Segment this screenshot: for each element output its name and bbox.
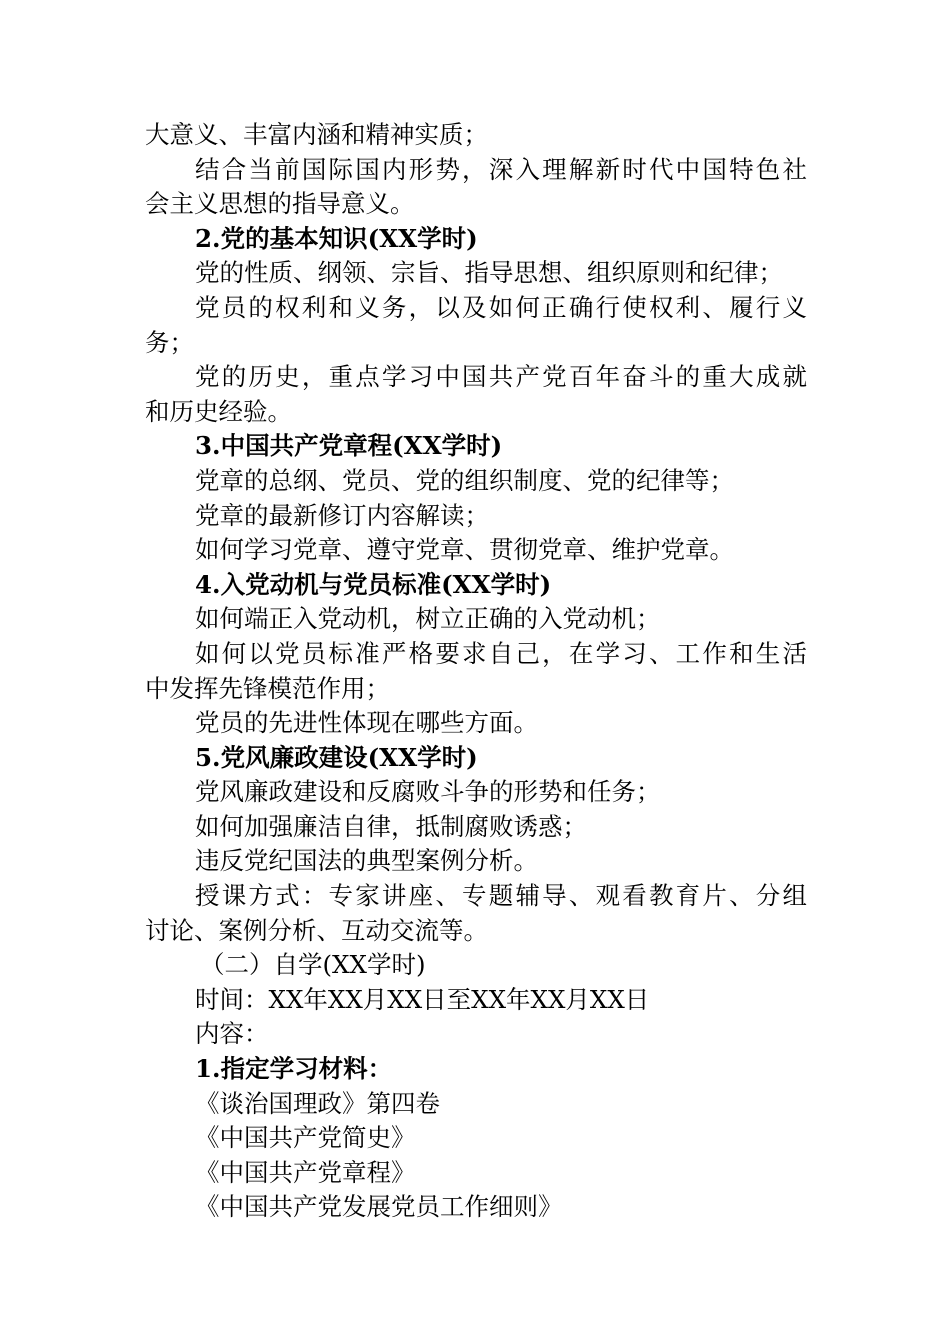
text-line: 党章的最新修订内容解读； <box>195 500 489 530</box>
text-line: 党员的权利和义务，以及如何正确行使权利、履行义 <box>195 292 807 322</box>
text-line: 《中国共产党章程》 <box>195 1157 416 1187</box>
text-line: 时间：XX年XX月XX日至XX年XX月XX日 <box>195 984 650 1014</box>
text-line: 大意义、丰富内涵和精神实质； <box>145 120 488 149</box>
text-line: 违反党纪国法的典型案例分析。 <box>195 846 538 876</box>
text-line: 党员的先进性体现在哪些方面。 <box>195 708 538 738</box>
text-line: 会主义思想的指导意义。 <box>145 189 415 219</box>
text-line: 如何端正入党动机，树立正确的入党动机； <box>195 604 661 634</box>
text-line: 中发挥先锋模范作用； <box>145 673 390 703</box>
text-line: 《谈治国理政》第四卷 <box>195 1088 440 1118</box>
text-line: 如何加强廉洁自律，抵制腐败诱惑； <box>195 811 587 841</box>
subsection-heading: （二）自学(XX学时) <box>200 950 426 980</box>
text-line: 和历史经验。 <box>145 396 292 426</box>
text-line: 党风廉政建设和反腐败斗争的形势和任务； <box>195 777 661 807</box>
section-heading: 5.党风廉政建设(XX学时) <box>195 742 478 772</box>
text-line: 授课方式：专家讲座、专题辅导、观看教育片、分组 <box>195 881 807 911</box>
text-line: 务； <box>145 327 194 357</box>
text-line: 结合当前国际国内形势，深入理解新时代中国特色社 <box>195 154 807 184</box>
section-heading: 1.指定学习材料： <box>195 1054 393 1084</box>
text-line: 如何以党员标准严格要求自己，在学习、工作和生活 <box>195 638 807 668</box>
text-line: 《中国共产党简史》 <box>195 1123 416 1153</box>
text-line: 内容： <box>195 1019 269 1049</box>
section-heading: 4.入党动机与党员标准(XX学时) <box>195 569 552 599</box>
text-line: 党章的总纲、党员、党的组织制度、党的纪律等； <box>195 465 734 495</box>
text-line: 《中国共产党发展党员工作细则》 <box>195 1192 563 1222</box>
section-heading: 2.党的基本知识(XX学时) <box>195 223 478 253</box>
document-page <box>145 118 807 1225</box>
section-heading: 3.中国共产党章程(XX学时) <box>195 431 503 461</box>
text-line: 党的历史，重点学习中国共产党百年奋斗的重大成就 <box>195 362 807 392</box>
text-line: 如何学习党章、遵守党章、贯彻党章、维护党章。 <box>195 535 734 565</box>
text-line: 讨论、案例分析、互动交流等。 <box>145 915 488 945</box>
text-line: 党的性质、纲领、宗旨、指导思想、组织原则和纪律； <box>195 258 783 288</box>
